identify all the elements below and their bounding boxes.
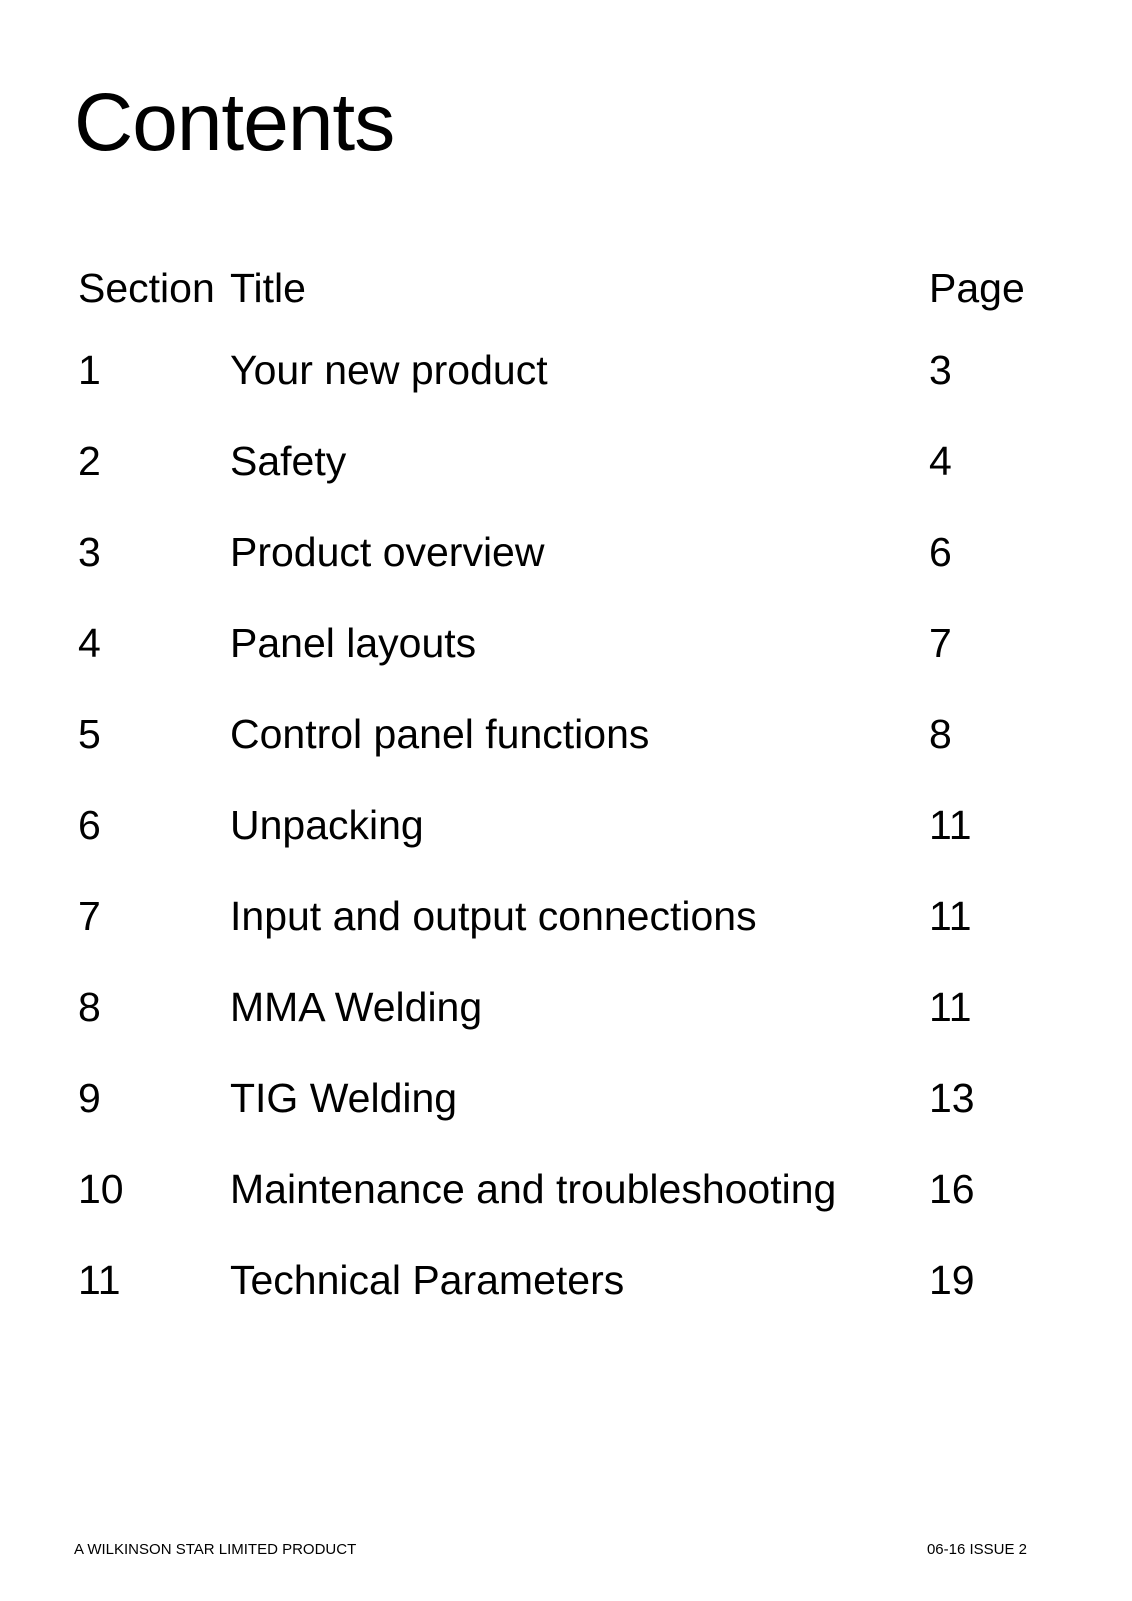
row-page-number: 8 (929, 711, 952, 757)
row-title: Panel layouts (230, 620, 477, 666)
row-page-number: 7 (929, 620, 952, 666)
table-row (78, 1254, 1058, 1345)
table-row (78, 617, 1058, 708)
table-row (78, 526, 1058, 617)
row-section-number: 11 (78, 1257, 121, 1303)
row-page-number: 19 (929, 1257, 975, 1303)
row-title: Input and output connections (230, 893, 757, 939)
row-section-number: 1 (78, 347, 101, 393)
footer-issue: 06-16 ISSUE 2 (926, 1541, 1027, 1558)
table-header-row (78, 262, 1058, 344)
row-page-number: 6 (929, 529, 952, 575)
table-row (78, 799, 1058, 890)
row-title: Technical Parameters (230, 1257, 625, 1303)
row-section-number: 9 (78, 1075, 101, 1121)
row-page-number: 11 (929, 984, 972, 1030)
row-title: Maintenance and troubleshooting (230, 1166, 837, 1212)
row-title: MMA Welding (230, 984, 483, 1030)
row-page-number: 11 (929, 893, 972, 939)
row-section-number: 3 (78, 529, 101, 575)
header-title: Title (230, 265, 306, 311)
row-section-number: 8 (78, 984, 101, 1030)
row-title: Control panel functions (230, 711, 650, 757)
table-row (78, 890, 1058, 981)
row-title: Your new product (230, 347, 548, 393)
row-section-number: 7 (78, 893, 101, 939)
header-page: Page (929, 265, 1025, 311)
table-row (78, 1163, 1058, 1254)
page-title: Contents (74, 77, 395, 168)
row-section-number: 5 (78, 711, 101, 757)
table-row (78, 708, 1058, 799)
row-page-number: 16 (929, 1166, 975, 1212)
row-section-number: 4 (78, 620, 101, 666)
row-page-number: 11 (929, 802, 972, 848)
table-row (78, 344, 1058, 435)
footer-company: A WILKINSON STAR LIMITED PRODUCT (74, 1541, 357, 1558)
row-title: Product overview (230, 529, 545, 575)
row-title: Unpacking (230, 802, 424, 848)
table-row (78, 435, 1058, 526)
row-section-number: 2 (78, 438, 101, 484)
contents-table (78, 262, 1058, 1345)
row-page-number: 3 (929, 347, 952, 393)
row-page-number: 4 (929, 438, 952, 484)
row-section-number: 6 (78, 802, 101, 848)
row-page-number: 13 (929, 1075, 975, 1121)
table-row (78, 981, 1058, 1072)
row-section-number: 10 (78, 1166, 124, 1212)
header-section: Section (78, 265, 215, 311)
row-title: Safety (230, 438, 347, 484)
row-title: TIG Welding (230, 1075, 458, 1121)
table-row (78, 1072, 1058, 1163)
